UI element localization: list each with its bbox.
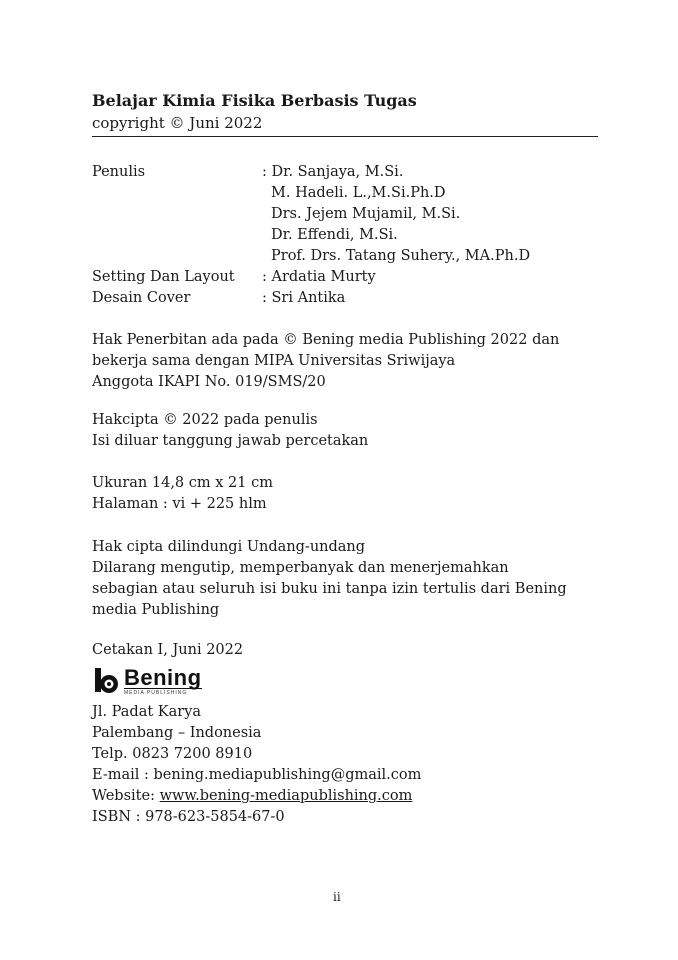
author-name: Prof. Drs. Tatang Suhery., MA.Ph.D xyxy=(271,248,531,264)
author-row xyxy=(92,162,602,267)
hakcipta-line: Hakcipta © 2022 pada penulis xyxy=(92,412,318,428)
author-name: M. Hadeli. L.,M.Si.Ph.D xyxy=(271,185,446,201)
edition-line: Cetakan I, Juni 2022 xyxy=(92,642,244,658)
website-label: Website: xyxy=(92,788,160,804)
copyright-page xyxy=(92,90,602,825)
cover-label: Desain Cover xyxy=(92,290,191,306)
address-email: E-mail : bening.mediapublishing@gmail.com xyxy=(92,767,422,783)
hakcipta-line: Isi diluar tanggung jawab percetakan xyxy=(92,433,369,449)
protection-line: media Publishing xyxy=(92,602,220,618)
cover-row xyxy=(92,288,602,309)
address-phone: Telp. 0823 7200 8910 xyxy=(92,746,253,762)
hakcipta-block xyxy=(92,410,602,452)
title-divider xyxy=(92,136,598,137)
website-link[interactable]: www.bening-mediapublishing.com xyxy=(159,788,413,804)
logo-word: Bening xyxy=(124,665,202,690)
publisher-line: Anggota IKAPI No. 019/SMS/20 xyxy=(92,374,326,390)
address-city: Palembang – Indonesia xyxy=(92,725,262,741)
author-name: Drs. Jejem Mujamil, M.Si. xyxy=(271,206,461,222)
publisher-line: Hak Penerbitan ada pada © Bening media Publishing 2022 dan xyxy=(92,332,560,348)
address-website xyxy=(92,786,602,807)
layout-value: : Ardatia Murty xyxy=(262,269,376,285)
author-name: : Dr. Sanjaya, M.Si. xyxy=(262,164,404,180)
author-list xyxy=(262,162,530,267)
layout-label: Setting Dan Layout xyxy=(92,269,235,285)
copyright-line: copyright © Juni 2022 xyxy=(92,114,263,132)
logo-subtitle: MEDIA PUBLISHING xyxy=(124,688,202,696)
size-line: Halaman : vi + 225 hlm xyxy=(92,496,267,512)
credits-section xyxy=(92,162,602,309)
size-line: Ukuran 14,8 cm x 21 cm xyxy=(92,475,273,491)
address-street: Jl. Padat Karya xyxy=(92,704,202,720)
publisher-line: bekerja sama dengan MIPA Universitas Sriwijaya xyxy=(92,353,456,369)
isbn-line: ISBN : 978-623-5854-67-0 xyxy=(92,809,285,825)
page-number: ii xyxy=(333,890,341,904)
address-block xyxy=(92,702,602,828)
logo xyxy=(92,664,602,698)
protection-line: Hak cipta dilindungi Undang-undang xyxy=(92,539,366,555)
author-label: Penulis xyxy=(92,164,146,180)
cover-value: : Sri Antika xyxy=(262,290,346,306)
logo-text xyxy=(124,666,202,696)
author-name: Dr. Effendi, M.Si. xyxy=(271,227,398,243)
publisher-block xyxy=(92,330,602,393)
protection-block xyxy=(92,537,602,621)
publisher-logo xyxy=(92,664,602,698)
bening-logo-icon xyxy=(92,666,122,696)
protection-line: sebagian atau seluruh isi buku ini tanpa izin tertulis dari Bening xyxy=(92,581,567,597)
protection-line: Dilarang mengutip, memperbanyak dan menerjemahkan xyxy=(92,560,509,576)
size-block xyxy=(92,473,602,515)
book-title: Belajar Kimia Fisika Berbasis Tugas xyxy=(92,91,417,110)
layout-row xyxy=(92,267,602,288)
